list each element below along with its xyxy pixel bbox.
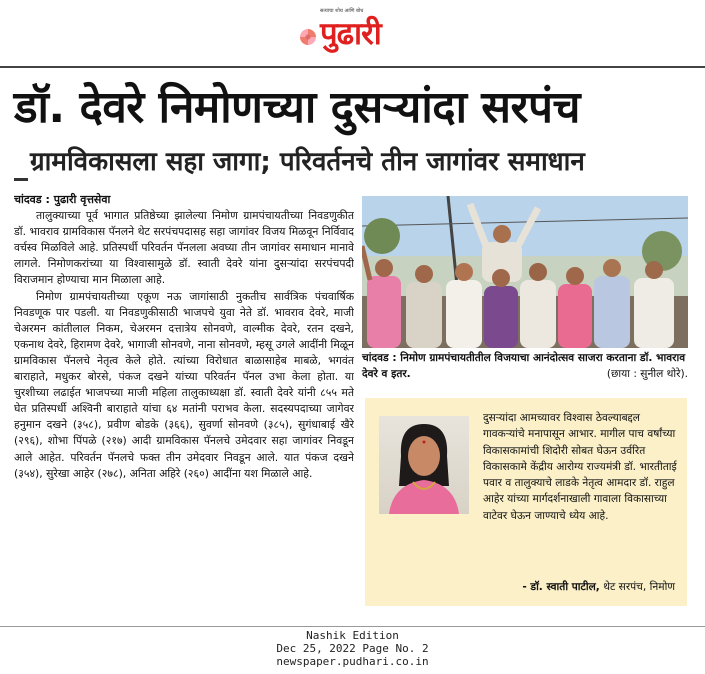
photo-caption xyxy=(362,350,688,382)
logo-tagline: सत्याचा शोध आणि बोध xyxy=(320,8,364,14)
quote-signature-role: थेट सरपंच, निमोण xyxy=(603,581,675,593)
quote-signature-name: - डॉ. स्वाती पाटील, xyxy=(522,581,600,593)
pudhari-logo[interactable] xyxy=(300,8,404,54)
quote-signature xyxy=(365,580,675,594)
photo-credit: (छाया : सुनील थोरे). xyxy=(606,368,688,380)
article-body xyxy=(14,192,354,627)
sarpanch-quote-box xyxy=(365,398,687,606)
logo-emblem-icon xyxy=(300,29,316,45)
footer-date-page: Dec 25, 2022 Page No. 2 xyxy=(276,642,429,655)
article-paragraph: तालुक्याच्या पूर्व भागात प्रतिष्ठेच्या झालेल्या निमोण ग्रामपंचायतीच्या निवडणुकीत डॉ. भावराव ग्रामविकास पॅनलने थेट सरपंचपदासह सहा जागांवर विजय मिळवून निर्विवाद वर्चस्व मिळविले आहे. प्रतिस्पर्धी परिवर्तन पॅनलला अवघ्या तीन जागांवर समाधान मानावे लागले. निमोणकरांच्या या विश्वासामुळे डॉ. स्वाती देवरे यांना दुसऱ्यांदा सरपंचपदी विराजमान होण्याचा मान मिळाला आहे. xyxy=(14,209,354,287)
subheadline: ग्रामविकासला सहा जागा; परिवर्तनचे तीन जागांवर समाधान xyxy=(30,147,585,177)
masthead-divider xyxy=(0,66,705,68)
subheadline-rule xyxy=(14,178,28,181)
edition-footer xyxy=(0,629,705,668)
footer-edition: Nashik Edition xyxy=(306,629,399,642)
page-bottom-rule xyxy=(0,626,705,627)
masthead xyxy=(0,0,705,62)
logo-wordmark: पुढारी xyxy=(320,16,381,52)
quote-text-block xyxy=(375,410,681,524)
quote-text: दुसऱ्यांदा आमच्यावर विश्वास ठेवल्याबद्दल गावकऱ्यांचे मनापासून आभार. मागील पाच वर्षांच्या विकासकामांची शिदोरी सोबत घेऊन उर्वरित विकासकामे केंद्रीय आरोग्य राज्यमंत्री डॉ. भारतीताई पवार व तालुक्याचे लाडके नेतृत्व आमदार डॉ. राहुल आहेर यांच्या मार्गदर्शनाखाली गावाला विकासाच्या वाटेवर घेऊन जाण्याचे ध्येय आहे. xyxy=(483,412,677,522)
article-paragraph: निमोण ग्रामपंचायतीच्या एकूण नऊ जागांसाठी नुकतीच सार्वत्रिक पंचवार्षिक निवडणूक पार पडली. या निवडणुकीसाठी भाजपचे युवा नेते डॉ. भावराव देवरे, माजी चेअरमन कांतीलाल निकम, चेअरमन दत्तात्रेय सोनवणे, वाल्मीक देवरे, रतन दखने, एकनाथ देवरे, हिरामण देवरे, भागाजी सोनवणे, नाना सोनवणे, म्हसू उगले आदींनी मिळून ग्रामविकास पॅनलचे नेतृत्व केले होते. त्यांच्या विरोधात बाळासाहेब माबळे, भगवंत बाराहाते, मधुकर बोरसे, पंकज दखने यांच्या परिवर्तन पॅनल उभा केला होता. या चुरशीच्या लढाईत भाजपच्या माजी महिला तालुकाध्यक्षा डॉ. स्वाती देवरे यांनी ८५५ मते घेत प्रतिस्पर्धी अश्विनी बाराहाते यांचा ६४ मतांनी पराभव केला. सदस्यपदाच्या जागेवर हनुमान दखने (३५८), प्रवीण बोडके (३६६), सुवर्णा सोनवणे (३८५), सुगंधाबाई खैरे (२९६), शोभा पिंपळे (२१७) आदी ग्रामविकास पॅनलचे उमेदवार सहा जागांवर निवडून आले आहेत. परिवर्तन पॅनलचे फक्त तीन उमेदवार निवडून आले. यात पंकज दखने (३५४), सुरेखा आहेर (२७८), अनिता अहिरे (२६०) आदींना यश मिळाले आहे. xyxy=(14,289,354,480)
celebration-crowd-illustration xyxy=(362,196,688,348)
dateline: चांदवड : पुढारी वृत्तसेवा xyxy=(14,193,111,206)
headline: डॉ. देवरे निमोणच्या दुसऱ्यांदा सरपंच xyxy=(14,82,580,133)
photo-caption-text: चांदवड : निमोण ग्रामपंचायतीतील विजयाचा आनंदोत्सव साजरा करताना डॉ. भावराव देवरे व इतर. xyxy=(362,352,686,380)
footer-site-link[interactable]: newspaper.pudhari.co.in xyxy=(276,655,429,668)
subheadline-row xyxy=(14,142,690,186)
celebration-photo xyxy=(362,196,688,348)
